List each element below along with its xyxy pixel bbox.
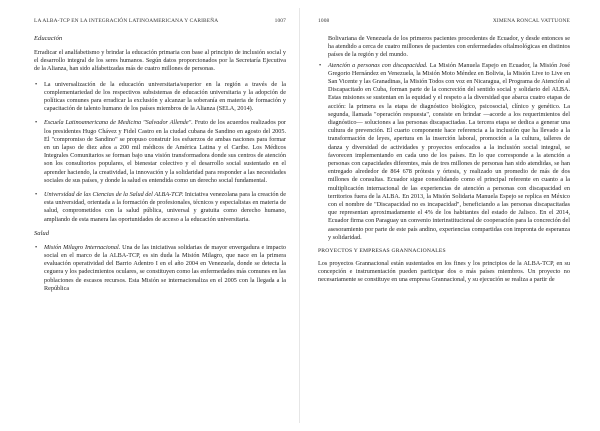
page-number: 1007 — [274, 18, 286, 24]
education-list — [34, 81, 286, 224]
bullet-icon: • — [35, 191, 38, 199]
health-list-continued — [318, 62, 570, 242]
item-text: Una de las iniciativas solidarias de mayor envergadura e impacto social en el marco de la ALBA-TCP, es sin duda la Misión Milagro, que nace en la primera evaluación operatividad del Barrio Adentro I en el año 2004 en Venezuela, donde se detecta la ceguera y los padecimientos oculares, se constituyen como las enfermedades más comunes en las poblaciones de escasos recursos. Esta Misión se internacionaliza en el 2005 con la llegada a la República — [44, 243, 287, 292]
projects-paragraph: Los proyectos Grannacional están sustentados en los fines y los principios de la ALBA-TCP, en su concepción e instrumentación pueden participar dos o más países miembros. Un proyecto no necesariamente se constituye en una empresa Grannacional, y su ejecución se realiza a partir de — [318, 260, 570, 284]
item-text: Fruto de los acuerdos realizados por los presidentes Hugo Chávez y Fidel Castro en la ciudad cubana de Sandino en agosto del 2005. El "compromiso de Sandino" se propuso construir los esfuerzos de ambas naciones para formar en un lapso de diez años a 200 mil médicos de América Latina y el Caribe. Los Médicos Integrales Comunitarios se forman bajo una visión transformadora donde sus centros de atención son los consultorios populares, el bienestar colectivo y el desarrollo social sustentado en el aprender haciendo, la creatividad, la innovación y la solidaridad para responder a las necesidades sociales de sus países, y donde la salud es entendida como un derecho social fundamental. — [44, 119, 286, 184]
list-item — [34, 244, 286, 293]
item-text: La Misión Manuela Espejo en Ecuador, la Misión José Gregorio Hernández en Venezuela, la Misión Moto Méndez en Bolivia, la Misión Live to Live en San Vicente y las Granadinas, la Misión Todos con voz en Nicaragua, el Programa de Atención al Discapacitado en Cuba, forman parte de la concreción del sentido social y solidario del ALBA. Estas misiones se sustentan en la equidad y el respeto a la diversidad que abarca cuatro etapas de acción: la primera es la etapa de diagnóstico biológico, psicosocial, clínico y genético. La segunda, llamada "operación respuesta", consiste en brindar —acorde a los requerimientos del diagnóstico— soluciones a las personas discapacitadas. La tercera etapa se dedica a generar una cultura de prevención. El cuarto componente hace referencia a la inclusión que ha llevado a la transformación de leyes, apertura en la inserción laboral, promoción a la cultura, talleres de danza y diversidad de actividades y proyectos enfocados a la inclusión social integral, se favorecen implementando en cada uno de los países. En lo que corresponde a la atención a personas con capacidades diferentes, más de tres millones de personas han sido atendidas, se han entregado alrededor de 864 678 prótesis y órtesis, y realizado un promedio de más de dos millones de consultas. Ecuador sigue consolidando como el principal referente en cuanto a la multiplicación internacional de las experiencias de atención a personas con discapacidad en territorios fuera de la ALBA. En 2013, la Misión Solidaria Manuela Espejo se replica en México con el nombre de "Discapacidad no es incapacidad", beneficiando a las personas discapacitadas que representan aproximadamente el 4% de los habitantes del estado de Jalisco. En el 2014, Ecuador firma con Paraguay un convenio interinstitucional de cooperación para la concreción del asesoramiento por parte de este país andino, experiencias compartidas con impronta de esperanza y solidaridad. — [328, 61, 570, 241]
page-number: 1008 — [318, 18, 330, 24]
list-item — [34, 81, 286, 114]
item-text: Iniciativa venezolana para la creación de esta universidad, orientada a la formación de profesionales, técnicos y especialistas en materia de salud, comprometidos con la salud pública, universal y gratuita como derecho humano, ampliando de esta manera las oportunidades de acceso a la educación universitaria. — [44, 191, 287, 223]
item-lead: Escuela Latinoamericana de Medicina "Salvador Allende". — [44, 119, 193, 127]
section-heading-projects: PROYECTOS Y EMPRESAS GRANNACIONALES — [318, 248, 446, 255]
running-head-author: XIMENA RONCAL VATTUONE — [492, 18, 570, 24]
list-item — [318, 62, 570, 242]
section-heading-health: Salud — [34, 229, 50, 237]
continuation-paragraph: Bolivariana de Venezuela de los primeros pacientes procedentes de Ecuador, y desde entonces se ha atendido a cerca de cuatro millones de pacientes con enfermedades oftalmológicas en distintos países de la región y del mundo. — [328, 35, 570, 59]
item-lead: Atención a personas con discapacidad. — [328, 61, 428, 69]
running-head-right — [318, 18, 570, 24]
running-head-title: LA ALBA-TCP EN LA INTEGRACIÓN LATINOAMERICANA Y CARIBEÑA — [34, 18, 219, 24]
list-item — [34, 191, 286, 224]
item-text: La universalización de la educación universitaria/superior en la región a través de la complementariedad de los respectivos subsistemas de educación universitaria y la adopción de políticas comunes para erradicar la exclusión y alcanzar la soberanía en materia de formación y capacitación de talento humano de los países miembros de la Alianza (SELA, 2014). — [44, 80, 286, 113]
bullet-icon: • — [35, 119, 38, 127]
health-list — [34, 244, 286, 293]
bullet-icon: • — [35, 243, 38, 251]
item-lead: Misión Milagro Internacional. — [44, 243, 121, 251]
list-item — [34, 119, 286, 185]
right-page — [300, 0, 600, 431]
education-intro: Erradicar el analfabetismo y brindar la educación primaria con base al principio de inclusión social y el desarrollo integral de los seres humanos. Según datos proporcionados por la Secretaría Ejecutiva de la Alianza, han sido alfabetizadas más de cuatro millones de personas. — [34, 49, 286, 73]
section-heading-education: Educación — [34, 35, 63, 42]
item-lead: Universidad de las Ciencias de la Salud del ALBA-TCP. — [44, 191, 184, 199]
bullet-icon: • — [319, 61, 322, 69]
bullet-icon: • — [35, 80, 38, 88]
running-head-left — [34, 18, 286, 24]
